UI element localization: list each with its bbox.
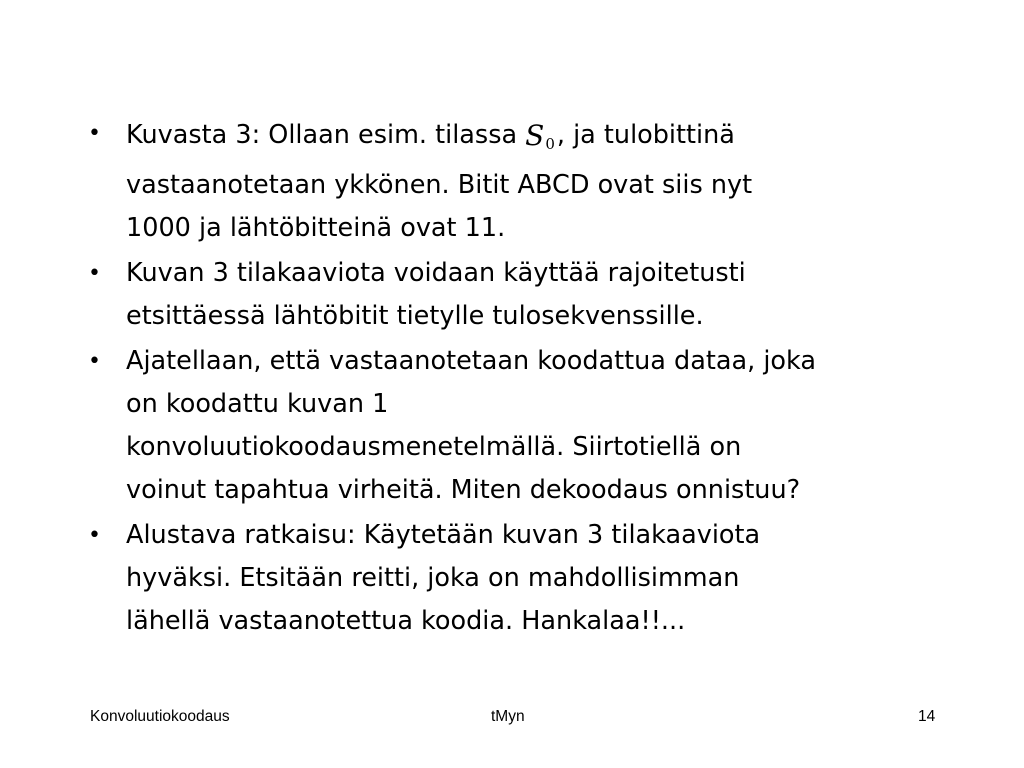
bullet-text: Kuvasta 3: Ollaan esim. tilassa [126,120,518,150]
bullet-dot: • [88,261,101,286]
bullet-line: hyväksi. Etsitään reitti, joka on mahdollisimman [126,563,740,593]
footer-author: tMyn [491,708,525,725]
bullet-line: on koodattu kuvan 1 [126,389,389,419]
bullet-line: voinut tapahtua virheitä. Miten dekoodaus onnistuu? [126,475,801,505]
bullet-dot: • [88,523,101,548]
footer-title: Konvoluutiokoodaus [90,708,230,725]
bullet-dot: • [88,349,101,374]
bullet-line: konvoluutiokoodausmenetelmällä. Siirtotiellä on [126,432,742,462]
bullet-line [126,112,948,164]
bullet-item-1 [88,112,948,250]
bullet-line: etsittäessä lähtöbitit tietylle tulosekvenssille. [126,301,704,331]
page-number: 14 [918,708,936,725]
bullet-text: , ja tulobittinä [556,120,735,150]
bullet-item-3 [88,340,948,512]
bullet-line: lähellä vastaanotettua koodia. Hankalaa!!... [126,606,686,636]
bullet-line: Alustava ratkaisu: Käytetään kuvan 3 tilakaaviota [126,520,761,550]
bullet-line: Ajatellaan, että vastaanotetaan koodattua dataa, joka [126,346,816,376]
bullet-line: vastaanotetaan ykkönen. Bitit ABCD ovat siis nyt [126,170,753,200]
bullet-item-2 [88,252,948,338]
bullet-item-4 [88,514,948,643]
state-symbol: $S_0$ [525,119,555,153]
bullet-list [88,112,948,645]
bullet-line: Kuvan 3 tilakaaviota voidaan käyttää rajoitetusti [126,258,746,288]
bullet-dot: • [88,121,101,146]
bullet-line: 1000 ja lähtöbitteinä ovat 11. [126,213,506,243]
